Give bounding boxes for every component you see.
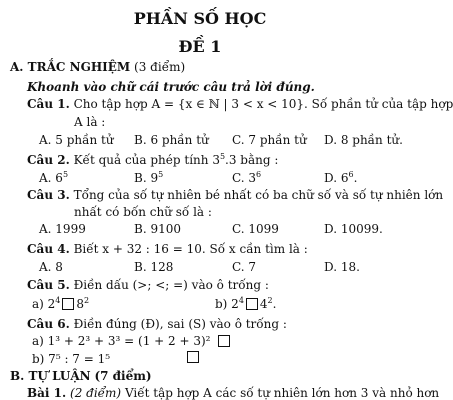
- part-b-heading: B. TỰ LUẬN (7 điểm): [10, 369, 152, 383]
- question-5: Câu 5. Điền dấu (>; <; =) vào ô trống :: [27, 278, 269, 292]
- question-1: Câu 1. Cho tập hợp A = {x ∈ ℕ | 3 < x < 10}. Số phần tử của tập hợp: [27, 97, 453, 111]
- q2-option-c[interactable]: C. $3^6$: [232, 170, 262, 185]
- question-3: Câu 3. Tổng của số tự nhiên bé nhất có ba chữ số và số tự nhiên lớn: [27, 188, 444, 202]
- q4-option-c[interactable]: C. 7: [232, 260, 257, 274]
- question-4: Câu 4. Biết x + 32 : 16 = 10. Số x cần tìm là :: [27, 242, 308, 256]
- question-2: Câu 2. Kết quả của phép tính $3^5.3$ bằng :: [27, 152, 279, 167]
- q5-part-a: a) $2^4$ $8^2$: [32, 296, 90, 311]
- question-1-line2: A là :: [74, 115, 106, 129]
- question-3-line2: nhất có bốn chữ số là :: [74, 205, 212, 219]
- question-6: Câu 6. Điền đúng (Đ), sai (S) vào ô trống :: [27, 317, 287, 331]
- q1-option-a[interactable]: A. 5 phần tử: [39, 133, 114, 147]
- q1-option-d[interactable]: D. 8 phần tử.: [324, 133, 403, 147]
- q2-option-d[interactable]: D. $6^6$.: [324, 170, 358, 185]
- q6-part-a: a) 1³ + 2³ + 3³ = (1 + 2 + 3)²: [32, 334, 232, 348]
- q6-part-b: b) 7⁵ : 7 = 1⁵: [32, 352, 111, 366]
- q3-option-c[interactable]: C. 1099: [232, 222, 279, 236]
- q5b-answer-box[interactable]: [246, 298, 258, 310]
- q4-option-b[interactable]: B. 128: [134, 260, 174, 274]
- exercise-1: Bài 1. (2 điểm) Viết tập hợp A các số tự nhiên lớn hơn 3 và nhỏ hơn: [27, 386, 440, 400]
- q2-option-b[interactable]: B. $9^5$: [134, 170, 164, 185]
- q3-option-d[interactable]: D. 10099.: [324, 222, 383, 236]
- q5a-answer-box[interactable]: [62, 298, 74, 310]
- q1-option-b[interactable]: B. 6 phần tử: [134, 133, 209, 147]
- instruction: Khoanh vào chữ cái trước câu trả lời đúng.: [27, 80, 315, 94]
- q6b-answer-box[interactable]: [187, 351, 199, 363]
- q4-option-a[interactable]: A. 8: [39, 260, 63, 274]
- exam-number: ĐỀ 1: [178, 37, 222, 56]
- q2-option-a[interactable]: A. $6^5$: [39, 170, 69, 185]
- q3-option-b[interactable]: B. 9100: [134, 222, 181, 236]
- q3-option-a[interactable]: A. 1999: [39, 222, 86, 236]
- q1-option-c[interactable]: C. 7 phần tử: [232, 133, 307, 147]
- q5-part-b: b) $2^4$ $4^2$.: [215, 296, 277, 311]
- page-title: PHẦN SỐ HỌC: [133, 9, 267, 28]
- q4-option-d[interactable]: D. 18.: [324, 260, 360, 274]
- part-a-heading: A. TRẮC NGHIỆM (3 điểm): [10, 60, 186, 74]
- q6a-answer-box[interactable]: [218, 335, 230, 347]
